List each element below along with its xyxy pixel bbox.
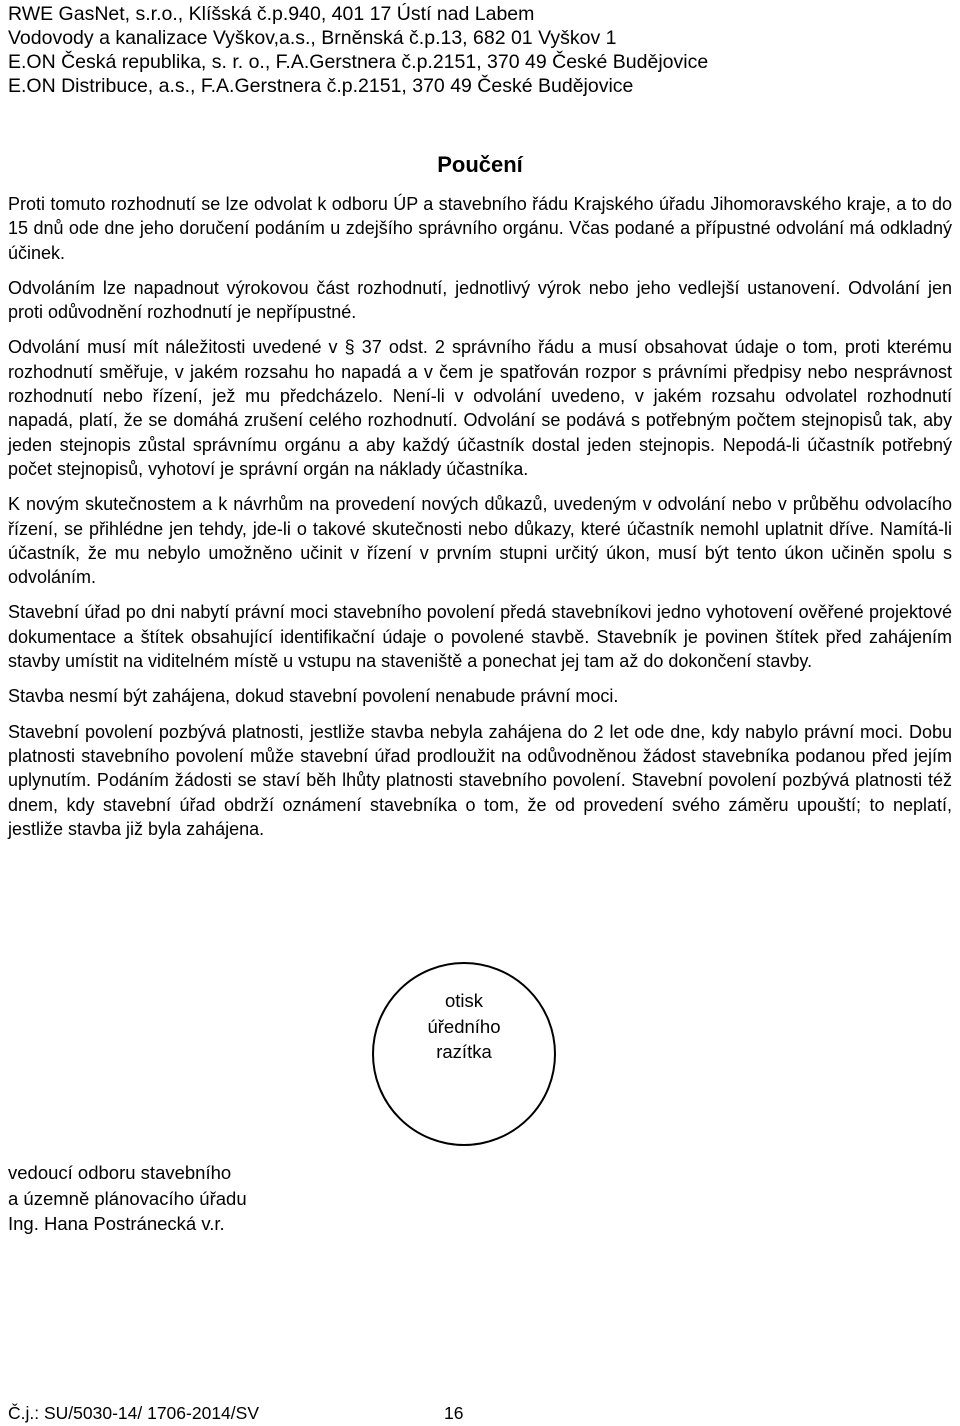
recipient-list: [8, 2, 708, 98]
paragraph: Proti tomuto rozhodnutí se lze odvolat k odboru ÚP a stavebního řádu Krajského úřadu Jihomoravského kraje, a to do 15 dnů ode dne jeho doručení podáním u zdejšího správního orgánu. Včas podané a přípustné odvolání má odkladný účinek.: [8, 194, 952, 263]
recipient-line: E.ON Distribuce, a.s., F.A.Gerstnera č.p.2151, 370 49 České Budějovice: [8, 75, 634, 97]
stamp-label-line: otisk: [444, 990, 484, 1011]
signature-block: [8, 1160, 247, 1237]
recipient-line: Vodovody a kanalizace Vyškov,a.s., Brněnská č.p.13, 682 01 Vyškov 1: [8, 27, 617, 49]
paragraph: Stavební povolení pozbývá platnosti, jestliže stavba nebyla zahájena do 2 let ode dne, kdy nabylo právní moci. Dobu platnosti stavebního povolení může stavební úřad prodloužit na odůvodněnou žádost stavebníka podanou před jejím uplynutím. Podáním žádosti se staví běh lhůty platnosti stavebního povolení. Stavební povolení pozbývá platnosti též dnem, kdy stavební úřad obdrží oznámení stavebníka o tom, že od provedení svého záměru upouští; to neplatí, jestliže stavba již byla zahájena.: [8, 721, 952, 839]
recipient-line: E.ON Česká republika, s. r. o., F.A.Gerstnera č.p.2151, 370 49 České Budějovice: [8, 51, 709, 73]
paragraph: Odvoláním lze napadnout výrokovou část rozhodnutí, jednotlivý výrok nebo jeho vedlejší ustanovení. Odvolání jen proti odůvodnění rozhodnutí je nepřípustné.: [8, 277, 952, 323]
recipient-line: RWE GasNet, s.r.o., Klíšská č.p.940, 401 17 Ústí nad Labem: [8, 3, 535, 25]
stamp-label-line: úředního: [427, 1015, 501, 1037]
instructions-body: [8, 192, 952, 852]
signature-line: vedoucí odboru stavebního: [8, 1162, 232, 1183]
stamp-label: [374, 988, 554, 1065]
signature-line: Ing. Hana Postránecká v.r.: [8, 1213, 225, 1234]
paragraph: Stavba nesmí být zahájena, dokud stavební povolení nenabude právní moci.: [8, 686, 619, 707]
signature-line: a územně plánovacího úřadu: [8, 1187, 247, 1209]
footer-reference-number: Č.j.: SU/5030-14/ 1706-2014/SV: [8, 1403, 259, 1423]
footer-page-number: 16: [444, 1403, 464, 1423]
section-heading: Poučení: [437, 152, 523, 177]
stamp-label-line: razítka: [436, 1041, 492, 1062]
paragraph: K novým skutečnostem a k návrhům na provedení nových důkazů, uvedeným v odvolání nebo v průběhu odvolacího řízení, se přihlédne jen tehdy, jde-li o takové skutečnosti nebo důkazy, které účastník nemohl uplatnit dříve. Namítá-li účastník, že mu nebylo umožněno učinit v řízení v prvním stupni určitý úkon, musí být tento úkon učiněn spolu s odvoláním.: [8, 494, 952, 588]
paragraph: Odvolání musí mít náležitosti uvedené v § 37 odst. 2 správního řádu a musí obsahovat údaje o tom, proti kterému rozhodnutí směřuje, v jakém rozsahu ho napadá a v čem je spatřován rozpor s právními předpisy nebo nesprávnost rozhodnutí nebo řízení, jež mu předcházelo. Není-li v odvolání uvedeno, v jakém rozsahu odvolatel rozhodnutí napadá, platí, že se domáhá zrušení celého rozhodnutí. Odvolání se podává s potřebným počtem stejnopisů tak, aby jeden stejnopis zůstal správnímu orgánu a aby každý účastník dostal jeden stejnopis. Nepodá-li účastník potřebný počet stejnopisů, vyhotoví je správní orgán na náklady účastníka.: [8, 337, 952, 479]
stamp-placeholder-circle: [372, 962, 556, 1146]
paragraph: Stavební úřad po dni nabytí právní moci stavebního povolení předá stavebníkovi jedno vyhotovení ověřené projektové dokumentace a štítek obsahující identifikační údaje o povolené stavbě. Stavebník je povinen štítek před zahájením stavby umístit na viditelném místě u vstupu na staveniště a ponechat jej tam až do dokončení stavby.: [8, 602, 952, 672]
